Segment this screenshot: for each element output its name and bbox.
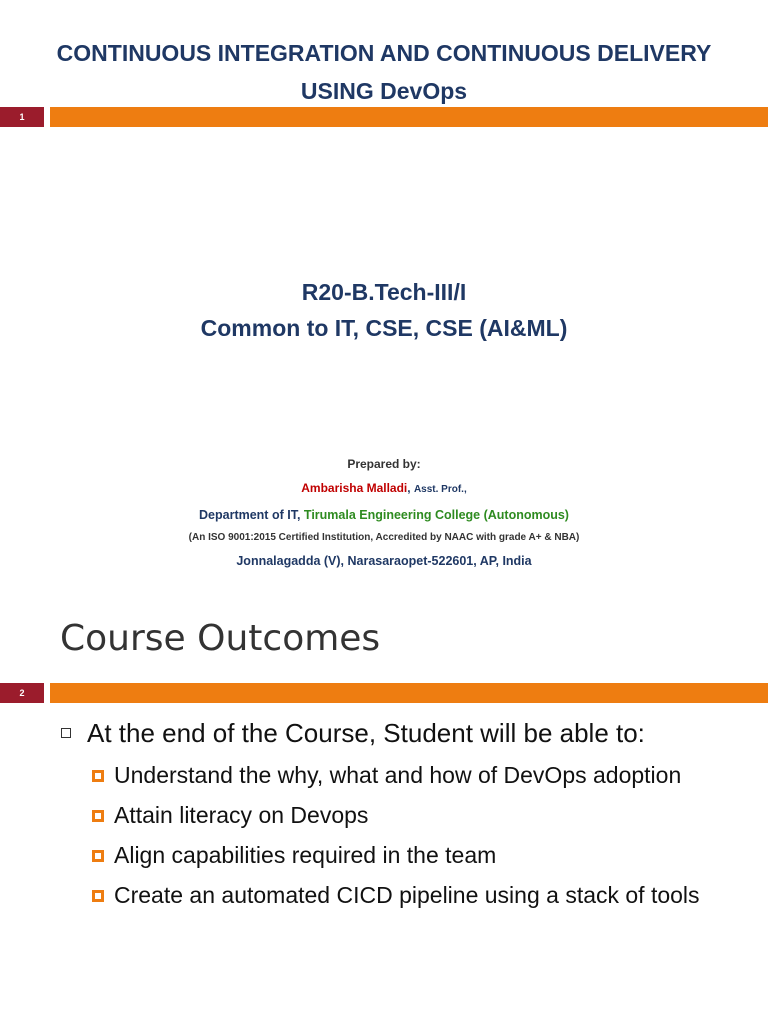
outcome-text: Understand the why, what and how of DevOps adoption — [114, 762, 682, 788]
outcomes-list — [60, 710, 740, 918]
title-line-2: USING DevOps — [300, 78, 468, 104]
list-item — [90, 798, 740, 832]
course-subtitle — [0, 274, 768, 346]
outcome-text: Align capabilities required in the team — [114, 842, 497, 868]
slide-2-title: Course Outcomes — [60, 618, 381, 659]
author-comma: , — [407, 481, 411, 495]
outcome-text: Create an automated CICD pipeline using a stack of tools — [114, 882, 700, 908]
author-role: Asst. Prof., — [413, 484, 467, 495]
credits-block — [0, 452, 768, 574]
list-item — [90, 758, 740, 792]
slide-2-header-bar — [0, 683, 768, 703]
college-name: Tirumala Engineering College (Autonomous) — [303, 508, 569, 522]
regulation-line: R20-B.Tech-III/I — [301, 279, 467, 305]
department-name: Department of IT, — [199, 508, 301, 522]
author-line — [0, 476, 768, 502]
orange-divider-bar — [50, 683, 768, 703]
orange-square-bullet-icon — [92, 850, 104, 862]
slide-number-badge: 1 — [0, 107, 44, 127]
orange-square-bullet-icon — [92, 810, 104, 822]
orange-divider-bar — [50, 107, 768, 127]
orange-square-bullet-icon — [92, 770, 104, 782]
slide-2 — [0, 596, 768, 1024]
slide-1-title — [0, 34, 768, 110]
accreditation-line: (An ISO 9001:2015 Certified Institution, Accredited by NAAC with grade A+ & NBA) — [188, 532, 580, 543]
hollow-square-bullet-icon — [61, 728, 71, 738]
main-bullet-point — [60, 710, 740, 756]
author-name: Ambarisha Malladi — [301, 481, 408, 495]
outcome-sub-list — [60, 758, 740, 912]
list-item — [90, 878, 740, 912]
title-line-1: CONTINUOUS INTEGRATION AND CONTINUOUS DELIVERY — [56, 40, 712, 66]
department-line — [0, 502, 768, 528]
address-line: Jonnalagadda (V), Narasaraopet-522601, AP, India — [236, 554, 532, 568]
branches-line: Common to IT, CSE, CSE (AI&ML) — [200, 315, 568, 341]
slide-number-badge: 2 — [0, 683, 44, 703]
main-point-text: At the end of the Course, Student will be able to: — [87, 718, 645, 748]
orange-square-bullet-icon — [92, 890, 104, 902]
slide-1-header-bar — [0, 107, 768, 127]
list-item — [90, 838, 740, 872]
prepared-by-label: Prepared by: — [347, 457, 421, 471]
outcome-text: Attain literacy on Devops — [114, 802, 369, 828]
